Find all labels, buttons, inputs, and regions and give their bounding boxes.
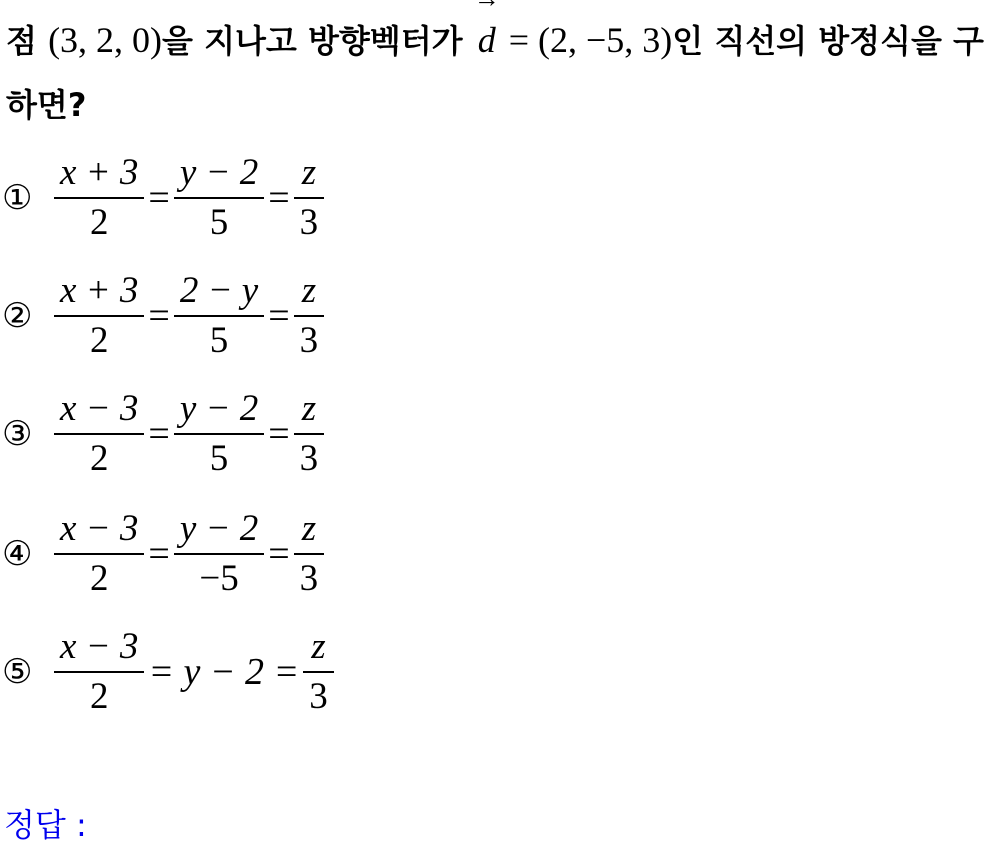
- question-part-3: 인 직선의 방정식을 구하면?: [6, 22, 984, 124]
- denominator: 3: [299, 558, 319, 599]
- denominator: 3: [299, 438, 319, 479]
- question-part-2: 을 지나고 방향벡터가: [162, 22, 474, 60]
- option-2[interactable]: [0, 270, 324, 362]
- option-1[interactable]: [0, 152, 324, 244]
- numerator: y − 2: [179, 152, 259, 193]
- fraction-z: [294, 270, 325, 362]
- option-marker: ⑤: [2, 652, 33, 692]
- denominator: 5: [209, 438, 229, 479]
- option-marker: ④: [2, 534, 33, 574]
- numerator: z: [301, 388, 317, 429]
- question-text: [6, 8, 986, 137]
- fraction-x: [54, 388, 144, 480]
- vector-letter: d: [477, 20, 496, 60]
- equals-sign: =: [268, 177, 290, 219]
- denominator: 2: [89, 320, 109, 361]
- numerator: z: [301, 270, 317, 311]
- answer-label: 정답 :: [4, 806, 87, 844]
- denominator: 3: [299, 320, 319, 361]
- fraction-z: [294, 388, 325, 480]
- middle-expression: = y − 2 =: [148, 651, 300, 693]
- equals-sign: =: [148, 295, 170, 337]
- numerator: z: [301, 508, 317, 549]
- fraction-x: [54, 508, 144, 600]
- option-3[interactable]: [0, 388, 324, 480]
- denominator: 2: [89, 676, 109, 717]
- fraction-y: [174, 388, 264, 480]
- equals-sign: =: [268, 295, 290, 337]
- denominator: −5: [199, 558, 239, 599]
- numerator: x − 3: [60, 626, 139, 667]
- denominator: 3: [309, 676, 328, 717]
- equals-sign: =: [148, 413, 170, 455]
- option-4[interactable]: [0, 508, 324, 600]
- option-marker: ③: [2, 414, 33, 454]
- fraction-x: [54, 152, 144, 244]
- fraction-y: [174, 508, 264, 600]
- numerator: x + 3: [60, 270, 139, 311]
- option-marker: ①: [2, 178, 33, 218]
- numerator: z: [311, 626, 326, 667]
- direction-vector: [474, 8, 500, 72]
- fraction-y: [174, 152, 264, 244]
- denominator: 2: [89, 202, 109, 243]
- fraction-x: [54, 270, 144, 362]
- direction-components: (2, −5, 3): [538, 20, 673, 60]
- vector-equals: =: [499, 20, 538, 60]
- numerator: x − 3: [60, 388, 139, 429]
- numerator: y − 2: [179, 508, 259, 549]
- fraction-z: [294, 508, 325, 600]
- denominator: 5: [209, 320, 229, 361]
- denominator: 3: [299, 202, 319, 243]
- option-marker: ②: [2, 296, 33, 336]
- equals-sign: =: [268, 533, 290, 575]
- denominator: 5: [209, 202, 229, 243]
- equals-sign: =: [148, 177, 170, 219]
- numerator: y − 2: [179, 388, 259, 429]
- fraction-y: [174, 270, 264, 362]
- fraction-x: [54, 626, 144, 718]
- denominator: 2: [89, 438, 109, 479]
- vector-arrow-icon: [474, 0, 500, 12]
- numerator: 2 − y: [179, 270, 259, 311]
- denominator: 2: [89, 558, 109, 599]
- numerator: x − 3: [60, 508, 139, 549]
- numerator: z: [301, 152, 317, 193]
- question-part-1: 점: [6, 22, 49, 60]
- fraction-z: [294, 152, 325, 244]
- option-5[interactable]: [0, 626, 334, 718]
- point-coordinates: (3, 2, 0): [48, 20, 163, 60]
- equals-sign: =: [268, 413, 290, 455]
- fraction-z: [303, 626, 334, 718]
- equals-sign: =: [148, 533, 170, 575]
- numerator: x + 3: [60, 152, 139, 193]
